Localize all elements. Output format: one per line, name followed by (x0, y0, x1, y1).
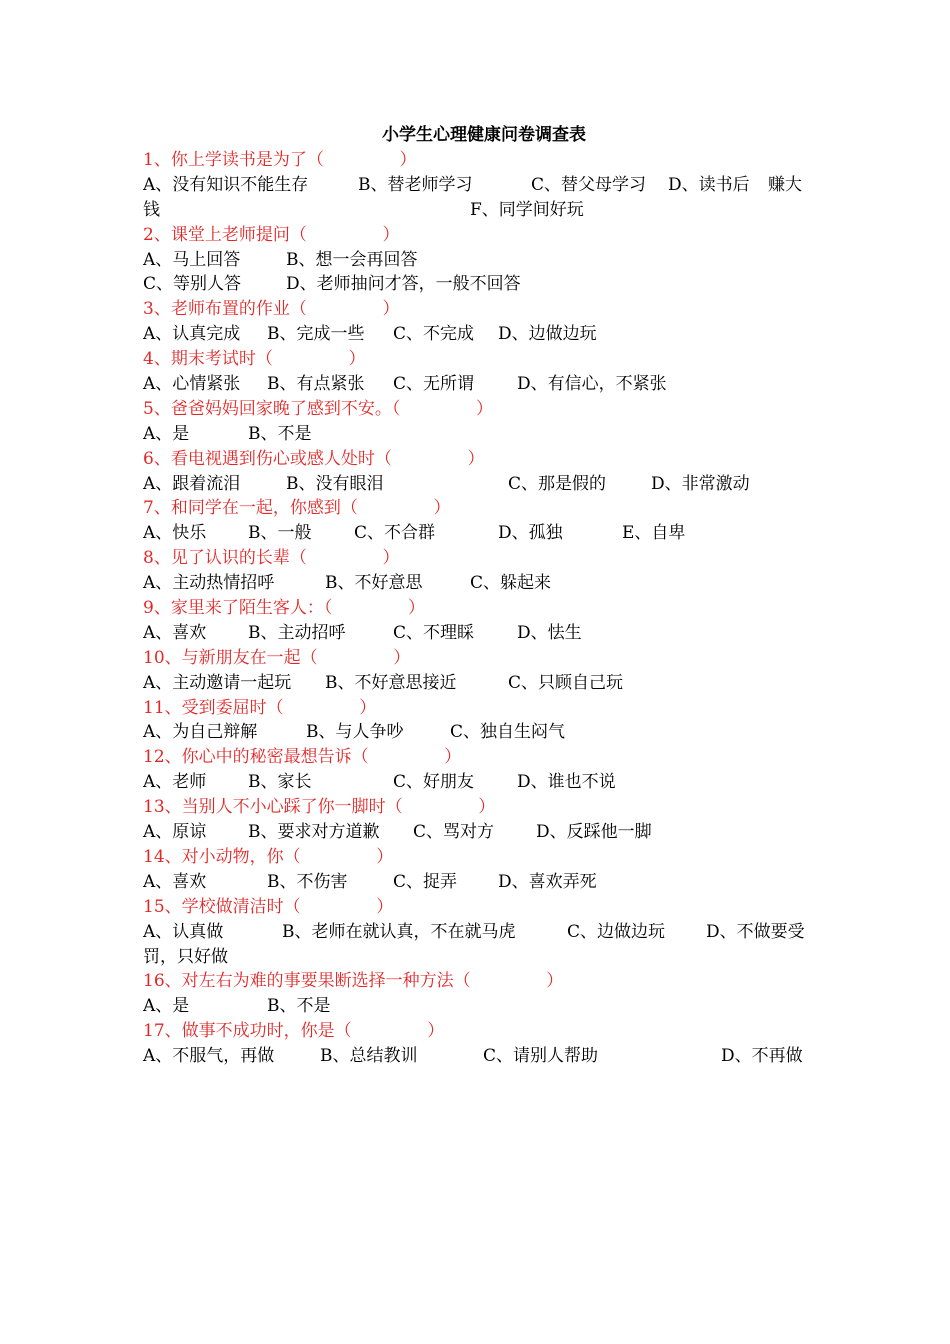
survey-document (143, 123, 810, 1069)
option-line (143, 1044, 810, 1069)
answer-option: A、是 (143, 423, 190, 444)
answer-option: C、不合群 (354, 523, 436, 544)
option-line (143, 820, 810, 845)
answer-option: A、认真完成 (143, 324, 241, 345)
option-line (143, 198, 810, 223)
answer-option: B、完成一些 (267, 324, 365, 345)
answer-option: B、有点紧张 (267, 374, 365, 395)
answer-option: C、独自生闷气 (450, 722, 566, 743)
answer-option: B、一般 (248, 523, 312, 544)
option-line (143, 322, 810, 347)
question-10: 10、与新朋友在一起（ ） (143, 647, 411, 668)
answer-option: D、不再做 (721, 1046, 803, 1067)
answer-option: A、快乐 (143, 523, 207, 544)
answer-option: B、不是 (248, 423, 312, 444)
option-line (143, 720, 810, 745)
answer-option: A、主动邀请一起玩 (143, 672, 292, 693)
answer-option: B、不伤害 (267, 871, 348, 892)
question-14: 14、对小动物，你（ ） (143, 846, 394, 867)
answer-option: A、认真做 (143, 921, 224, 942)
option-line (143, 472, 810, 497)
answer-option: A、是 (143, 996, 190, 1017)
option-line (143, 571, 810, 596)
option-line (143, 173, 810, 198)
answer-option: B、不好意思 (325, 573, 423, 594)
answer-option: D、怯生 (517, 622, 582, 643)
answer-option: B、总结教训 (320, 1046, 418, 1067)
question-9: 9、家里来了陌生客人：（ ） (143, 598, 425, 619)
answer-option: D、读书后 (668, 174, 750, 195)
answer-option: C、不完成 (393, 324, 475, 345)
answer-option: B、家长 (248, 772, 312, 793)
answer-option: A、没有知识不能生存 (143, 174, 309, 195)
option-line (143, 272, 810, 297)
option-line (143, 770, 810, 795)
question-2: 2、课堂上老师提问（ ） (143, 224, 400, 245)
answer-option: C、替父母学习 (531, 174, 647, 195)
document-title: 小学生心理健康问卷调查表 (382, 125, 586, 145)
answer-option: D、有信心，不紧张 (517, 374, 667, 395)
question-5: 5、爸爸妈妈回家晚了感到不安。（ ） (143, 398, 493, 419)
answer-option: A、老师 (143, 772, 207, 793)
option-line (143, 671, 810, 696)
answer-option: A、不服气，再做 (143, 1046, 275, 1067)
answer-option: D、边做边玩 (498, 324, 597, 345)
answer-option: C、等别人答 (143, 274, 242, 295)
answer-option: C、躲起来 (470, 573, 552, 594)
question-7: 7、和同学在一起，你感到（ ） (143, 498, 451, 519)
option-line (143, 920, 810, 945)
question-12: 12、你心中的秘密最想告诉（ ） (143, 747, 462, 768)
question-1: 1、你上学读书是为了（ ） (143, 150, 417, 170)
question-8: 8、见了认识的长辈（ ） (143, 548, 400, 569)
answer-option: B、不好意思接近 (325, 672, 457, 693)
answer-option: B、主动招呼 (248, 622, 346, 643)
question-list (143, 148, 810, 1069)
answer-option: C、骂对方 (413, 822, 495, 843)
question-13: 13、当别人不小心踩了你一脚时（ ） (143, 797, 496, 818)
answer-option: C、只顾自己玩 (508, 672, 624, 693)
answer-option: F、同学间好玩 (470, 199, 584, 220)
answer-option: B、老师在就认真，不在就马虎 (282, 921, 516, 942)
answer-option: A、心情紧张 (143, 374, 241, 395)
answer-option: B、不是 (267, 996, 331, 1017)
answer-option: 罚，只好做 (143, 946, 228, 967)
question-16: 16、对左右为难的事要果断选择一种方法（ ） (143, 971, 564, 992)
answer-option: D、孤独 (498, 523, 563, 544)
option-line (143, 994, 810, 1019)
answer-option: D、谁也不说 (517, 772, 616, 793)
answer-option: C、无所谓 (393, 374, 475, 395)
option-line (143, 621, 810, 646)
answer-option: E、自卑 (622, 523, 686, 544)
question-6: 6、看电视遇到伤心或感人处时（ ） (143, 448, 485, 469)
option-line (143, 521, 810, 546)
answer-option: A、原谅 (143, 822, 207, 843)
answer-option: B、想一会再回答 (286, 249, 418, 270)
answer-option: A、为自己辩解 (143, 722, 258, 743)
answer-option: B、与人争吵 (306, 722, 404, 743)
answer-option: A、主动热情招呼 (143, 573, 275, 594)
question-4: 4、期末考试时（ ） (143, 349, 366, 370)
answer-option: C、请别人帮助 (483, 1046, 599, 1067)
answer-option: C、不理睬 (393, 622, 475, 643)
answer-option: D、不做要受 (706, 921, 805, 942)
answer-option: 钱 (143, 199, 160, 220)
option-line (143, 372, 810, 397)
answer-option: B、替老师学习 (358, 174, 473, 195)
question-17: 17、做事不成功时，你是（ ） (143, 1021, 445, 1042)
option-line (143, 422, 810, 447)
answer-option: D、非常激动 (651, 473, 750, 494)
answer-option: D、反踩他一脚 (536, 822, 652, 843)
answer-option: A、跟着流泪 (143, 473, 241, 494)
option-line (143, 248, 810, 273)
option-line (143, 870, 810, 895)
answer-option: B、没有眼泪 (286, 473, 384, 494)
answer-option: A、喜欢 (143, 871, 207, 892)
answer-option: A、马上回答 (143, 249, 241, 270)
answer-option: 赚大 (768, 174, 802, 195)
answer-option: C、捉弄 (393, 871, 458, 892)
answer-option: A、喜欢 (143, 622, 207, 643)
question-15: 15、学校做清洁时（ ） (143, 896, 394, 917)
option-line (143, 945, 810, 970)
answer-option: C、好朋友 (393, 772, 475, 793)
answer-option: B、要求对方道歉 (248, 822, 380, 843)
answer-option: D、老师抽问才答，一般不回答 (286, 274, 521, 295)
question-11: 11、受到委屈时（ ） (143, 697, 377, 718)
answer-option: C、那是假的 (508, 473, 607, 494)
answer-option: C、边做边玩 (567, 921, 666, 942)
question-3: 3、老师布置的作业（ ） (143, 299, 400, 320)
answer-option: D、喜欢弄死 (498, 871, 597, 892)
